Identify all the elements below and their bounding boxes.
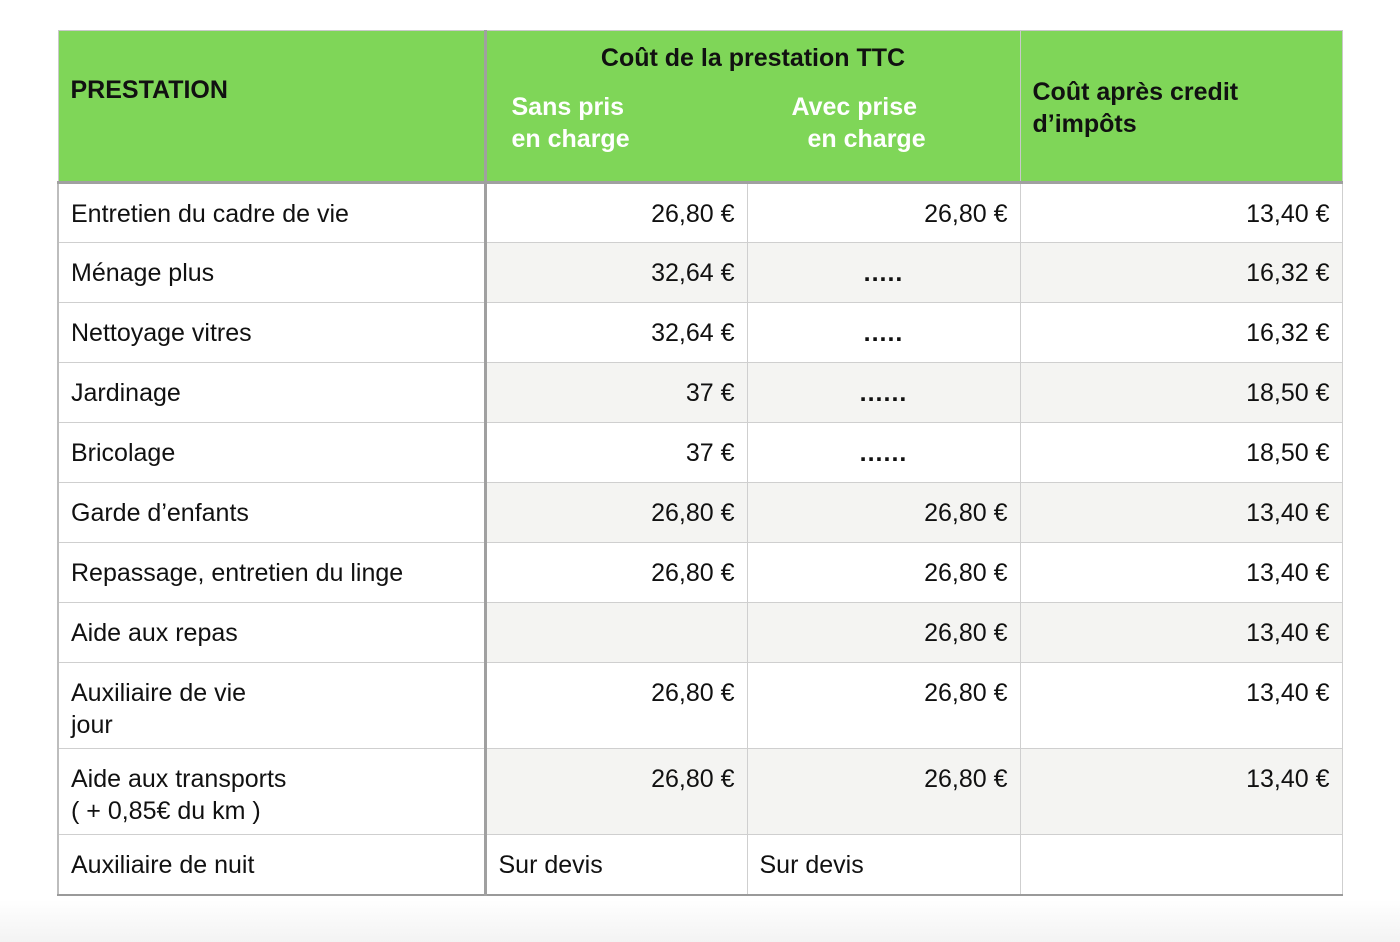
table-row (58, 183, 1342, 243)
header-credit-impots (1020, 31, 1342, 183)
header-sans-prise-en-charge (512, 91, 630, 155)
table-row (58, 663, 1342, 749)
cell-prestation (58, 543, 485, 603)
cell-prestation (58, 483, 485, 543)
header-subcolumns (487, 88, 1020, 180)
cell-cout-apres-credit: 18,50 € (1020, 423, 1342, 483)
cell-avec-prise-en-charge: 26,80 € (747, 483, 1020, 543)
cell-cout-apres-credit: 13,40 € (1020, 749, 1342, 835)
cell-prestation (58, 423, 485, 483)
cell-prestation (58, 183, 485, 243)
cell-avec-prise-en-charge: ...... (747, 363, 1020, 423)
header-sans-line2: en charge (511, 125, 630, 153)
cell-cout-apres-credit (1020, 835, 1342, 895)
pricing-table (57, 30, 1343, 896)
table-row (58, 543, 1342, 603)
header-sans-line1: Sans pris (511, 93, 625, 121)
cell-sans-prise-en-charge: 26,80 € (485, 183, 747, 243)
prestation-name: Nettoyage vitres (71, 319, 252, 347)
prestation-name: Auxiliaire de vie (71, 679, 247, 707)
table-row (58, 835, 1342, 895)
table-row (58, 303, 1342, 363)
prestation-name: Auxiliaire de nuit (71, 851, 255, 879)
cell-prestation (58, 243, 485, 303)
table-row (58, 363, 1342, 423)
cell-sans-prise-en-charge: 32,64 € (485, 243, 747, 303)
table-row (58, 483, 1342, 543)
header-avec-line1: Avec prise (791, 93, 918, 121)
prestation-name: Bricolage (71, 439, 176, 467)
header-cost-group-title: Coût de la prestation TTC (600, 44, 906, 72)
table-row (58, 603, 1342, 663)
table-body (58, 183, 1342, 895)
cell-avec-prise-en-charge: 26,80 € (747, 603, 1020, 663)
prestation-name-line2: jour (71, 711, 113, 739)
cell-avec-prise-en-charge: 26,80 € (747, 749, 1020, 835)
cell-prestation (58, 835, 485, 895)
table-header-row (58, 31, 1342, 183)
cell-cout-apres-credit: 16,32 € (1020, 303, 1342, 363)
cell-cout-apres-credit: 18,50 € (1020, 363, 1342, 423)
prestation-name: Jardinage (71, 379, 181, 407)
table-row (58, 243, 1342, 303)
cell-cout-apres-credit: 13,40 € (1020, 483, 1342, 543)
cell-prestation (58, 749, 485, 835)
header-avec-line2: en charge (807, 125, 926, 153)
header-credit-line2: d’impôts (1032, 110, 1137, 138)
cell-prestation (58, 303, 485, 363)
cell-sans-prise-en-charge: 26,80 € (485, 543, 747, 603)
cell-avec-prise-en-charge: Sur devis (747, 835, 1020, 895)
cell-avec-prise-en-charge: ..... (747, 243, 1020, 303)
prestation-name: Aide aux repas (71, 619, 238, 647)
prestation-name: Repassage, entretien du linge (71, 559, 404, 587)
prestation-name: Ménage plus (71, 259, 215, 287)
prestation-name: Aide aux transports (71, 765, 287, 793)
prestation-name: Garde d’enfants (71, 499, 249, 527)
cell-sans-prise-en-charge: 32,64 € (485, 303, 747, 363)
table-row (58, 423, 1342, 483)
header-credit-label (1021, 31, 1342, 140)
cell-sans-prise-en-charge: 37 € (485, 423, 747, 483)
prestation-name: Entretien du cadre de vie (71, 200, 349, 228)
cell-sans-prise-en-charge: Sur devis (485, 835, 747, 895)
page-bottom-edge (0, 900, 1400, 942)
cell-avec-prise-en-charge: 26,80 € (747, 183, 1020, 243)
header-prestation-label: PRESTATION (70, 76, 228, 104)
cell-sans-prise-en-charge: 26,80 € (485, 483, 747, 543)
cell-prestation (58, 663, 485, 749)
prestation-name-line2: ( + 0,85€ du km ) (71, 797, 261, 825)
header-prestation (58, 31, 485, 183)
header-cost-group (485, 31, 1020, 183)
cell-prestation (58, 363, 485, 423)
cell-avec-prise-en-charge: 26,80 € (747, 543, 1020, 603)
cell-sans-prise-en-charge: 26,80 € (485, 749, 747, 835)
cell-avec-prise-en-charge: ..... (747, 303, 1020, 363)
cell-cout-apres-credit: 13,40 € (1020, 543, 1342, 603)
header-avec-prise-en-charge (792, 91, 926, 155)
cell-cout-apres-credit: 13,40 € (1020, 603, 1342, 663)
cell-sans-prise-en-charge (485, 603, 747, 663)
header-credit-line1: Coût après credit (1032, 78, 1239, 106)
cell-avec-prise-en-charge: ...... (747, 423, 1020, 483)
cell-cout-apres-credit: 13,40 € (1020, 183, 1342, 243)
cell-sans-prise-en-charge: 26,80 € (485, 663, 747, 749)
cell-prestation (58, 603, 485, 663)
cell-avec-prise-en-charge: 26,80 € (747, 663, 1020, 749)
table-row (58, 749, 1342, 835)
cell-sans-prise-en-charge: 37 € (485, 363, 747, 423)
cell-cout-apres-credit: 13,40 € (1020, 663, 1342, 749)
cell-cout-apres-credit: 16,32 € (1020, 243, 1342, 303)
